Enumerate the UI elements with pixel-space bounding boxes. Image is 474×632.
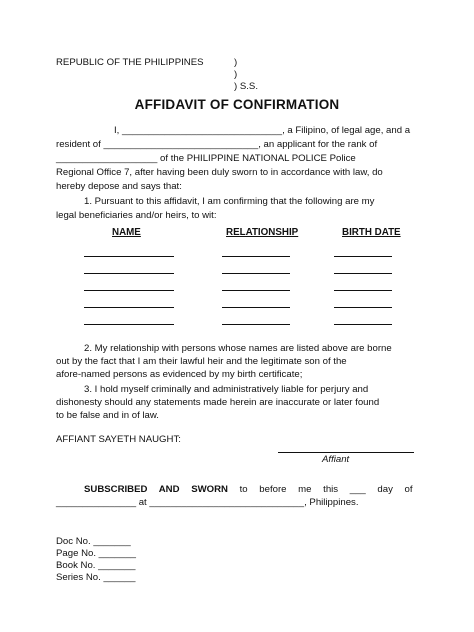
affiant-label: Affiant (322, 454, 350, 465)
venue-ss: ) S.S. (234, 81, 258, 92)
para3-line: 3. I hold myself criminally and administratively liable for perjury and (84, 384, 369, 395)
document-title: AFFIDAVIT OF CONFIRMATION (134, 97, 340, 112)
para1-line: legal beneficiaries and/or heirs, to wit: (56, 210, 217, 221)
affiant-sayeth-naught: AFFIANT SAYETH NAUGHT: (56, 434, 181, 445)
relationship-blank[interactable] (222, 307, 290, 308)
para3-line: dishonesty should any statements made herein are inaccurate or later found (56, 397, 380, 408)
intro-line: resident of _____________________________, an applicant for the rank of (56, 139, 378, 150)
para2-line: 2. My relationship with persons whose names are listed above are borne (84, 343, 392, 354)
name-blank[interactable] (84, 307, 174, 308)
affiant-signature-line[interactable] (278, 452, 414, 453)
name-blank[interactable] (84, 324, 174, 325)
birthdate-blank[interactable] (334, 290, 392, 291)
relationship-blank[interactable] (222, 324, 290, 325)
relationship-blank[interactable] (222, 256, 290, 257)
subscribed-rest: to before me this ___ day of (227, 484, 413, 495)
subscribed-bold: SUBSCRIBED AND SWORN (84, 484, 228, 495)
book-no: Book No. _______ (56, 560, 136, 571)
birthdate-blank[interactable] (334, 273, 392, 274)
intro-line: hereby depose and says that: (56, 181, 182, 192)
birthdate-blank[interactable] (334, 256, 392, 257)
relationship-blank[interactable] (222, 273, 290, 274)
para3-line: to be false and in of law. (56, 410, 159, 421)
intro-line: I, ______________________________, a Filipino, of legal age, and a (114, 125, 411, 136)
birthdate-blank[interactable] (334, 324, 392, 325)
name-blank[interactable] (84, 273, 174, 274)
col-name-header: NAME (112, 227, 141, 238)
col-birthdate-header: BIRTH DATE (342, 227, 401, 238)
page-no: Page No. _______ (56, 548, 137, 559)
col-relationship-header: RELATIONSHIP (226, 227, 299, 238)
subscribed-line2: _______________ at _____________________________, Philippines. (56, 497, 359, 508)
venue-paren: ) (234, 57, 238, 68)
name-blank[interactable] (84, 290, 174, 291)
relationship-blank[interactable] (222, 290, 290, 291)
name-blank[interactable] (84, 256, 174, 257)
venue-paren: ) (234, 69, 238, 80)
para1-line: 1. Pursuant to this affidavit, I am confirming that the following are my (84, 196, 375, 207)
para2-line: afore-named persons as evidenced by my birth certificate; (56, 369, 303, 380)
venue-text: REPUBLIC OF THE PHILIPPINES (56, 57, 204, 68)
birthdate-blank[interactable] (334, 307, 392, 308)
series-no: Series No. ______ (56, 572, 136, 583)
subscribed-line (84, 484, 413, 495)
doc-no: Doc No. _______ (56, 536, 131, 547)
intro-line: ___________________ of the PHILIPPINE NATIONAL POLICE Police (56, 153, 356, 164)
intro-line: Regional Office 7, after having been duly sworn to in accordance with law, do (56, 167, 383, 178)
para2-line: out by the fact that I am their lawful heir and the legitimate son of the (56, 356, 347, 367)
